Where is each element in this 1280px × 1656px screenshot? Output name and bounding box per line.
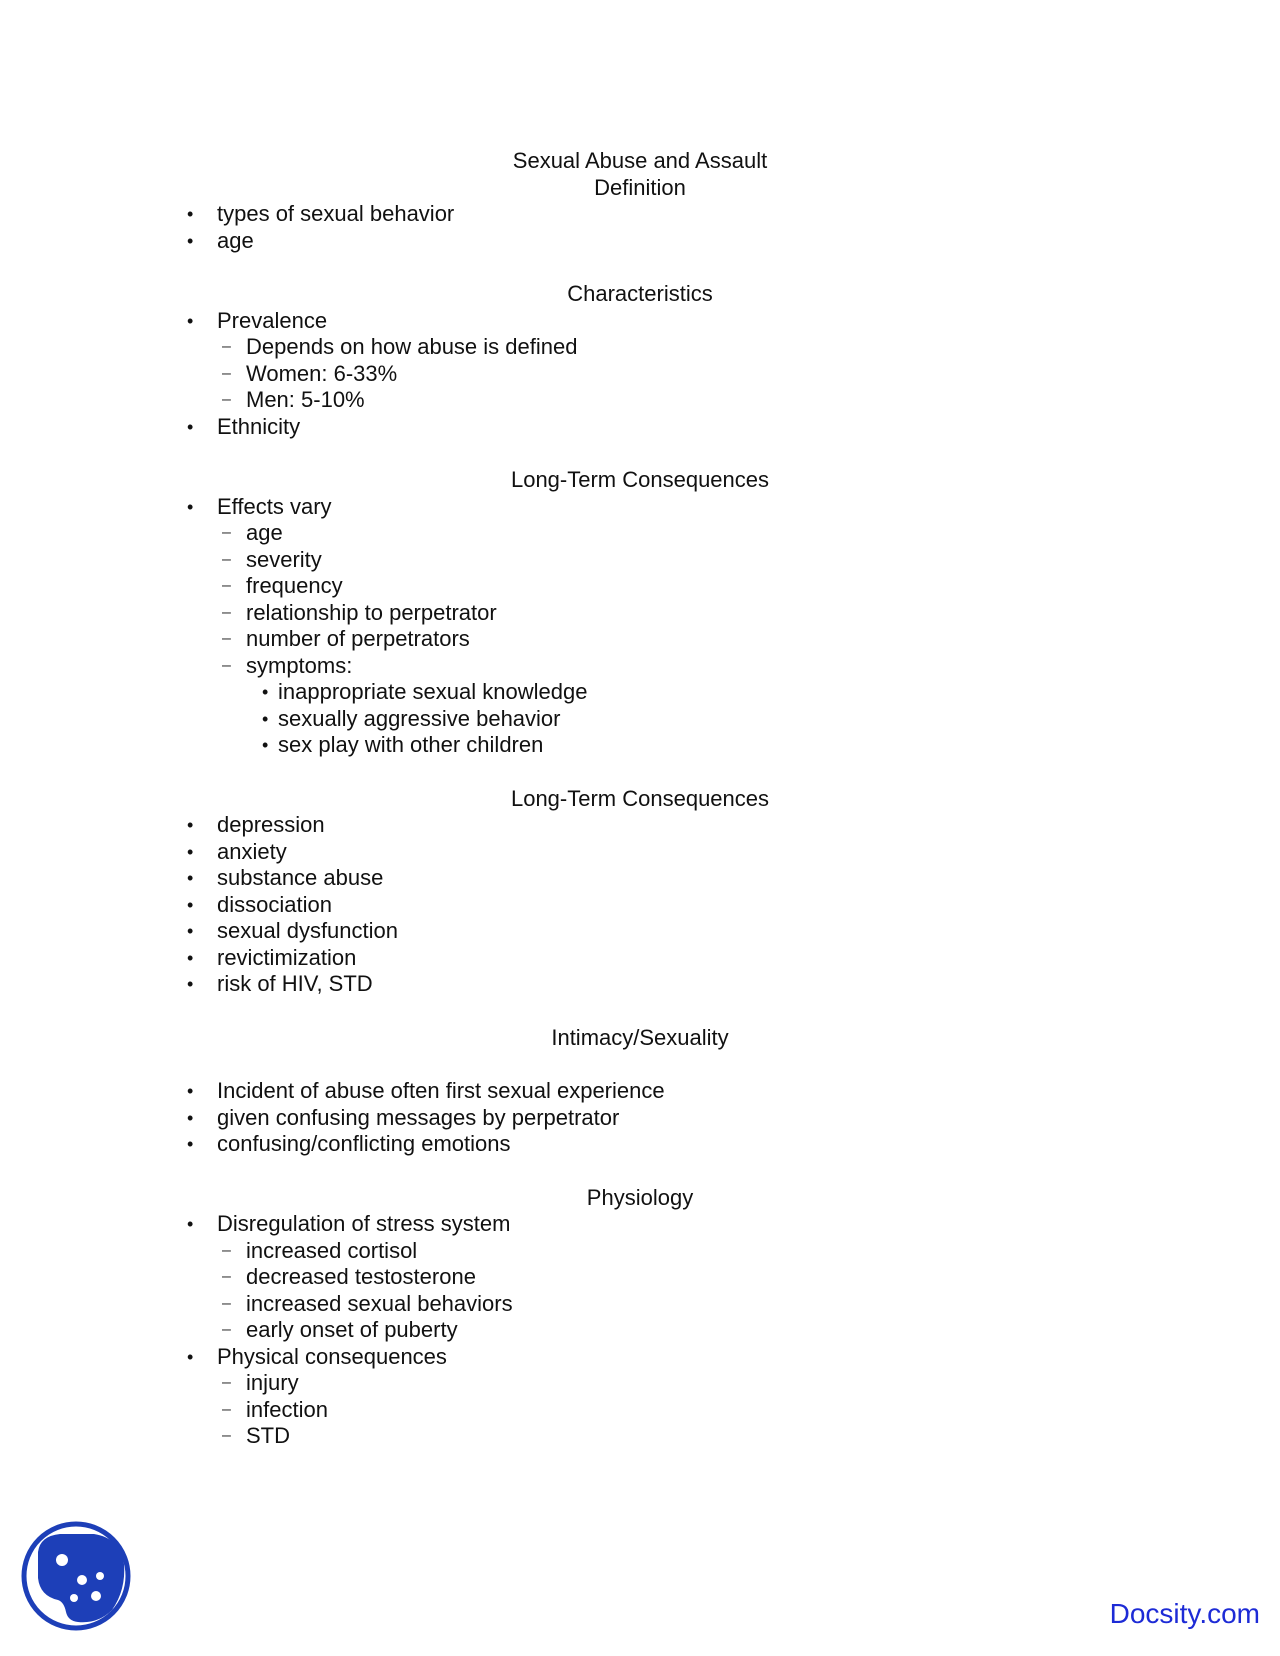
characteristics-list bbox=[187, 308, 1087, 441]
list-item: • Prevalence – Depends on how abuse is defined – Women: 6-33% – Men: 5-10% bbox=[187, 308, 1087, 414]
sub-list-item: – number of perpetrators bbox=[222, 626, 470, 651]
sub-list-item: – Men: 5-10% bbox=[222, 387, 365, 412]
sub-list-item: – early onset of puberty bbox=[222, 1317, 458, 1342]
document-title: Sexual Abuse and Assault bbox=[512, 148, 768, 173]
sub-sub-list bbox=[246, 679, 1087, 759]
sub-sub-list-item: • sexually aggressive behavior bbox=[262, 705, 561, 731]
definition-list bbox=[187, 201, 1087, 254]
list-item: • substance abuse bbox=[187, 865, 384, 890]
sub-list-item: – injury bbox=[222, 1370, 299, 1395]
sub-list-item: – increased cortisol bbox=[222, 1237, 418, 1263]
list-item: • revictimization bbox=[187, 944, 357, 970]
sub-list bbox=[213, 334, 1087, 414]
list-item: • risk of HIV, STD bbox=[187, 971, 373, 996]
sub-list-item: – decreased testosterone bbox=[222, 1264, 476, 1289]
sub-sub-list-item: • sex play with other children bbox=[262, 732, 544, 757]
intimacy-list bbox=[187, 1078, 1087, 1158]
list-item: • dissociation bbox=[187, 891, 332, 917]
sub-list-item: – STD bbox=[222, 1423, 290, 1448]
sub-list-item: – Women: 6-33% bbox=[222, 360, 398, 386]
list-item: • Physical consequences – injury – infection – STD bbox=[187, 1344, 1087, 1450]
list-item: • Disregulation of stress system – increased cortisol – decreased testosterone – increased sexual behaviors – early onset of puberty bbox=[187, 1211, 1087, 1344]
section-heading-physiology: Physiology bbox=[586, 1184, 694, 1210]
sub-list-item: – frequency bbox=[222, 573, 343, 598]
effects-list bbox=[187, 494, 1087, 759]
sub-list bbox=[213, 520, 1087, 759]
sub-sub-list-item: • inappropriate sexual knowledge bbox=[262, 679, 588, 704]
document-content bbox=[187, 148, 1087, 1450]
consequences-list bbox=[187, 812, 1087, 998]
list-item: • types of sexual behavior bbox=[187, 201, 455, 226]
sub-list-item: – age bbox=[222, 520, 283, 545]
section-heading-long-term-consequences-2: Long-Term Consequences bbox=[510, 785, 770, 811]
list-item: • depression bbox=[187, 812, 325, 837]
list-item: • Incident of abuse often first sexual experience bbox=[187, 1078, 665, 1103]
list-item: • anxiety bbox=[187, 838, 287, 864]
docsity-brand-link[interactable]: Docsity.com bbox=[1109, 1598, 1260, 1629]
physiology-list bbox=[187, 1211, 1087, 1450]
list-item: • Ethnicity bbox=[187, 413, 301, 439]
sub-list-item: – symptoms: • inappropriate sexual knowledge • sexually aggressive behavior • sex play with other children bbox=[213, 653, 1087, 759]
sub-list-item: – relationship to perpetrator bbox=[222, 599, 497, 625]
list-item: • sexual dysfunction bbox=[187, 918, 398, 943]
docsity-logo-icon bbox=[20, 1520, 132, 1632]
list-item: • confusing/conflicting emotions bbox=[187, 1131, 511, 1156]
list-item: • Effects vary – age – severity – frequency – relationship to perpetrator – number of perpetrators – symptoms: • inappropriate sexual knowledge • sexually aggressive behavior • sex play with other children bbox=[187, 494, 1087, 759]
sub-list-item: – Depends on how abuse is defined bbox=[222, 334, 578, 359]
sub-list-item: – infection bbox=[222, 1396, 328, 1422]
list-item: • given confusing messages by perpetrator bbox=[187, 1104, 620, 1130]
sub-list-item: – increased sexual behaviors bbox=[222, 1290, 513, 1316]
sub-list-item: – severity bbox=[222, 546, 322, 572]
section-heading-definition: Definition bbox=[594, 174, 686, 200]
section-heading-characteristics: Characteristics bbox=[567, 281, 713, 306]
sub-list bbox=[213, 1238, 1087, 1344]
section-heading-intimacy-sexuality: Intimacy/Sexuality bbox=[551, 1024, 729, 1050]
section-heading-long-term-consequences: Long-Term Consequences bbox=[510, 467, 770, 492]
sub-list bbox=[213, 1370, 1087, 1450]
list-item: • age bbox=[187, 227, 254, 253]
